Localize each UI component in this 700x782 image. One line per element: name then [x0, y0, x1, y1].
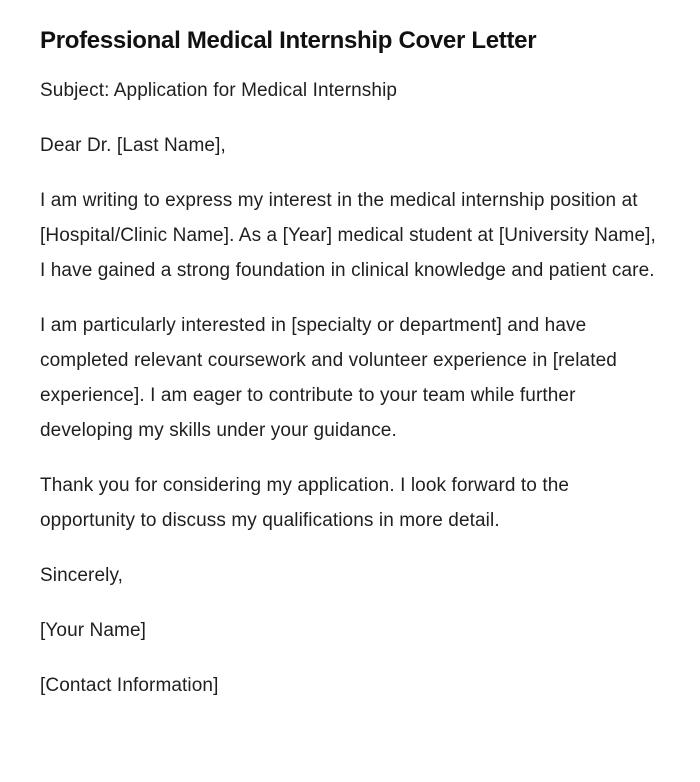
contact-information: [Contact Information] [40, 675, 219, 696]
subject-line: Subject: Application for Medical Internship [40, 80, 398, 101]
signature-name: [Your Name] [40, 620, 147, 641]
closing: Sincerely, [40, 565, 124, 586]
page-title: Professional Medical Internship Cover Letter [40, 27, 537, 54]
body-paragraph-interest: I am particularly interested in [specialty or department] and have completed relevant coursework and volunteer experience in [related experience]. I am eager to contribute to your team while further developing my skills under your guidance. [40, 315, 617, 441]
body-paragraph-intro: I am writing to express my interest in the medical internship position at [Hospital/Clinic Name]. As a [Year] medical student at [University Name], I have gained a strong foundation in clinical knowledge and patient care. [40, 190, 656, 281]
body-paragraph-thanks: Thank you for considering my application. I look forward to the opportunity to discuss my qualifications in more detail. [40, 475, 570, 531]
salutation: Dear Dr. [Last Name], [40, 135, 226, 156]
